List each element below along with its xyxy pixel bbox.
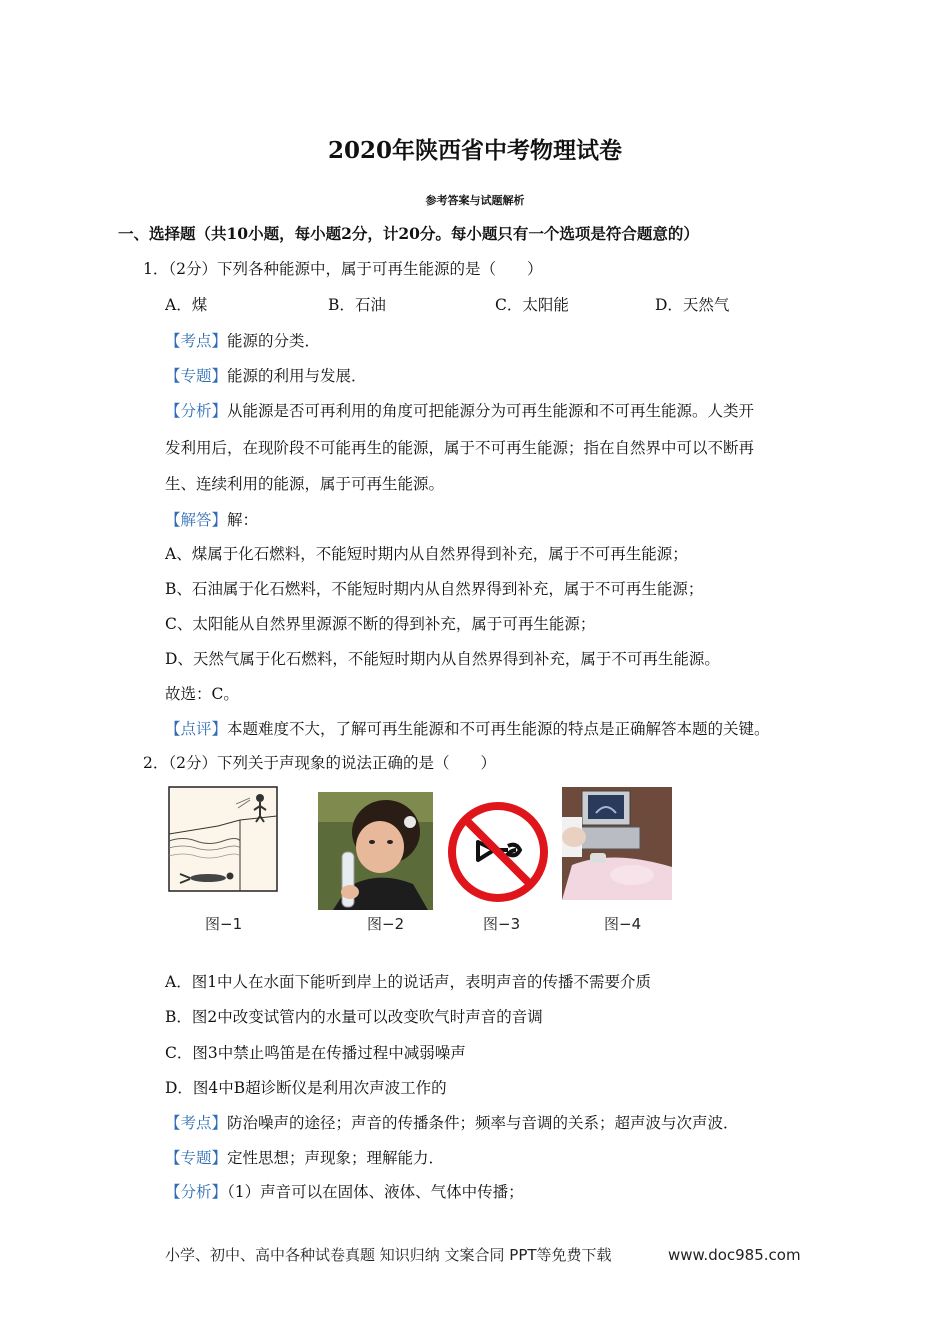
footer-link[interactable]: www.doc985.com xyxy=(668,1246,801,1264)
q1-answer-a: A、煤属于化石燃料，不能短时期内从自然界得到补充，属于不可再生能源； xyxy=(165,545,688,563)
q1-fenxi xyxy=(165,399,754,421)
zhuanti-text: 定性思想；声现象；理解能力． xyxy=(227,1149,445,1167)
dianping-text: 本题难度不大，了解可再生能源和不可再生能源的特点是正确解答本题的关键。 xyxy=(227,720,770,738)
fenxi-text-1: 从能源是否可再利用的角度可把能源分为可再生能源和不可再生能源。人类开 xyxy=(227,402,755,420)
q2-zhuanti xyxy=(165,1146,444,1168)
figure-3-label: 图−3 xyxy=(483,915,521,933)
q1-zhuanti xyxy=(165,364,367,386)
fenxi-tag: 【分析】 xyxy=(165,402,228,420)
q1-stem: 1．（2分）下列各种能源中，属于可再生能源的是（ ） xyxy=(143,260,543,278)
figure-1-image xyxy=(168,786,278,892)
figure-1-label: 图−1 xyxy=(205,915,243,933)
q2-fenxi xyxy=(165,1180,524,1202)
kaodian-text: 能源的分类． xyxy=(227,332,321,350)
figure-2-image xyxy=(318,792,433,910)
dianping-tag: 【点评】 xyxy=(165,720,228,738)
figure-4-label: 图−4 xyxy=(604,915,642,933)
fenxi-text: （1）声音可以在固体、液体、气体中传播； xyxy=(227,1183,524,1201)
figure-2-label: 图−2 xyxy=(367,915,405,933)
q1-fenxi-line2: 发利用后，在现阶段不可能再生的能源，属于不可再生能源；指在自然界中可以不断再 xyxy=(165,439,755,457)
page-title: 2020年陕西省中考物理试卷 xyxy=(327,137,622,164)
zhuanti-tag: 【专题】 xyxy=(165,1149,228,1167)
q1-answer-d: D、天然气属于化石燃料，不能短时期内从自然界得到补充，属于不可再生能源。 xyxy=(165,650,720,668)
footer-text: 小学、初中、高中各种试卷真题 知识归纳 文案合同 PPT等免费下载 xyxy=(165,1246,612,1264)
fenxi-tag: 【分析】 xyxy=(165,1183,228,1201)
q1-dianping xyxy=(165,717,770,739)
q2-stem: 2．（2分）下列关于声现象的说法正确的是（ ） xyxy=(143,754,496,772)
page-subtitle: 参考答案与试题解析 xyxy=(425,194,525,207)
no-horn-icon xyxy=(448,802,548,902)
q2-kaodian xyxy=(165,1111,739,1133)
q1-option-c: C．太阳能 xyxy=(495,296,569,314)
q2-option-d: D．图4中B超诊断仪是利用次声波工作的 xyxy=(165,1079,447,1097)
q1-option-a: A．煤 xyxy=(165,296,208,314)
q1-fenxi-line3: 生、连续利用的能源，属于可再生能源。 xyxy=(165,475,445,493)
q1-answer-choice: 故选：C。 xyxy=(165,685,239,703)
q1-answer-c: C、太阳能从自然界里源源不断的得到补充，属于可再生能源； xyxy=(165,615,596,633)
q1-jieda xyxy=(165,508,258,530)
q1-option-d: D．天然气 xyxy=(655,296,730,314)
q2-option-c: C．图3中禁止鸣笛是在传播过程中减弱噪声 xyxy=(165,1044,466,1062)
kaodian-text: 防治噪声的途径；声音的传播条件；频率与音调的关系；超声波与次声波． xyxy=(227,1114,739,1132)
zhuanti-tag: 【专题】 xyxy=(165,367,228,385)
jieda-text: 解： xyxy=(227,511,259,529)
q2-option-a: A．图1中人在水面下能听到岸上的说话声，表明声音的传播不需要介质 xyxy=(165,973,652,991)
q1-option-b: B．石油 xyxy=(328,296,386,314)
figure-4-image xyxy=(562,787,672,900)
q1-kaodian xyxy=(165,329,320,351)
section-heading: 一、选择题（共10小题，每小题2分，计20分。每小题只有一个选项是符合题意的） xyxy=(118,224,699,243)
zhuanti-text: 能源的利用与发展． xyxy=(227,367,367,385)
q1-answer-b: B、石油属于化石燃料，不能短时期内从自然界得到补充，属于不可再生能源； xyxy=(165,580,704,598)
kaodian-tag: 【考点】 xyxy=(165,1114,228,1132)
q2-option-b: B．图2中改变试管内的水量可以改变吹气时声音的音调 xyxy=(165,1008,543,1026)
kaodian-tag: 【考点】 xyxy=(165,332,228,350)
jieda-tag: 【解答】 xyxy=(165,511,228,529)
